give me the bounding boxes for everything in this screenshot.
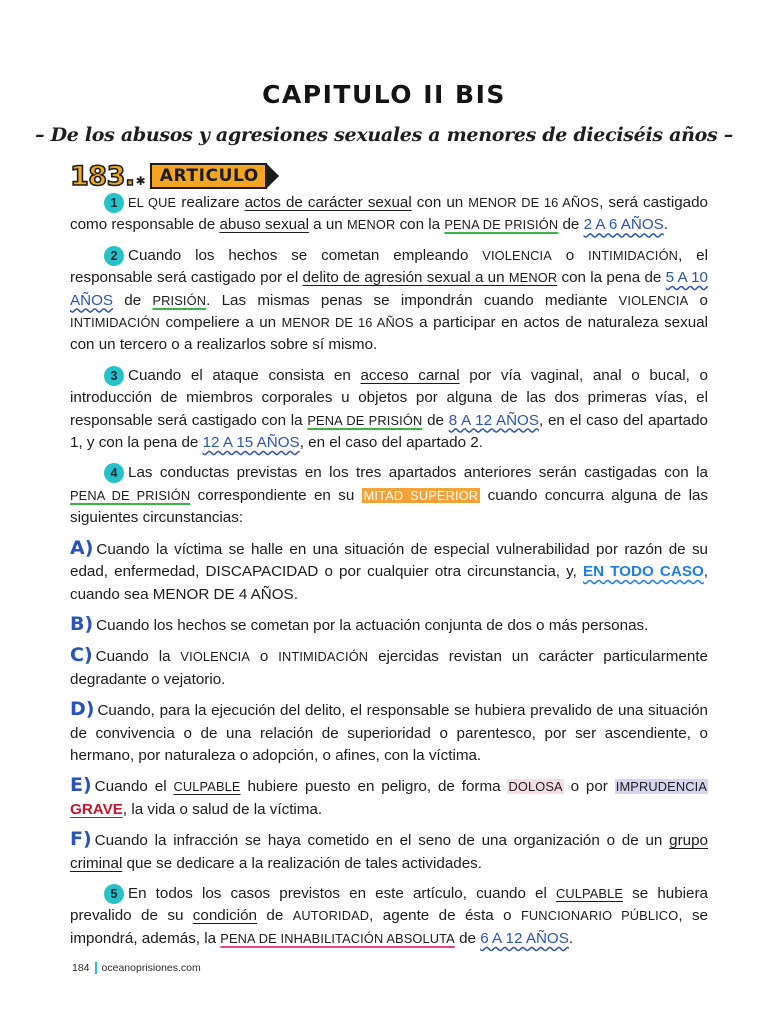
circumstance-d: D) Cuando, para la ejecución del delito, el responsable se hubiera prevalido de una situación de convivencia o de una relación de superioridad o parentesco, por ser ascendiente, o hermano, por naturaleza o adopción, o afines, con la víctima. <box>70 698 708 764</box>
paragraph-1: 1 EL QUE realizare actos de carácter sexual con un MENOR DE 16 AÑOS, será castigado como responsable de abuso sexual a un MENOR con la PENA DE PRISIÓN de 2 A 6 AÑOS. <box>70 194 708 234</box>
chapter-title-wrap <box>0 76 768 112</box>
letter-e: E) <box>70 774 92 797</box>
footer-divider <box>95 962 97 974</box>
letter-c: C) <box>70 644 93 667</box>
letter-d: D) <box>70 698 95 721</box>
article-body <box>70 192 708 950</box>
paragraph-5: 5 En todos los casos previstos en este artículo, cuando el CULPABLE se hubiera prevalido de su condición de AUTORIDAD, agente de ésta o FUNCIONARIO PÚBLICO, se impondrá, además, la PENA DE INHABILITACIÓN ABSOLUTA de 6 A 12 AÑOS. <box>70 884 708 947</box>
letter-f: F) <box>70 828 92 851</box>
chapter-title: CAPITULO II BIS <box>244 76 524 112</box>
number-circle-icon: 5 <box>104 884 124 904</box>
paragraph-4: 4 Las conductas previstas en los tres apartados anteriores serán castigadas con la PENA DE PRISIÓN correspondiente en su MITAD SUPERIOR cuando concurra alguna de las siguientes circunstancias: <box>70 464 708 527</box>
circumstance-e: E) Cuando el CULPABLE hubiere puesto en peligro, de forma DOLOSA o por IMPRUDENCIA GRAVE, la vida o salud de la víctima. <box>70 774 707 818</box>
number-circle-icon: 1 <box>104 193 124 213</box>
letter-b: B) <box>70 612 94 635</box>
page-number: 184 <box>72 962 90 974</box>
article-number: 183. <box>70 160 135 192</box>
circumstance-b: B) Cuando los hechos se cometan por la actuación conjunta de dos o más personas. <box>70 612 649 635</box>
circumstance-c: C) Cuando la VIOLENCIA o INTIMIDACIÓN ejercidas revistan un carácter particularmente degradante o vejatorio. <box>70 644 708 688</box>
number-circle-icon: 4 <box>104 463 124 483</box>
paragraph-2: 2 Cuando los hechos se cometan empleando VIOLENCIA o INTIMIDACIÓN, el responsable será castigado por el delito de agresión sexual a un MENOR con la pena de 5 A 10 AÑOS de PRISIÓN. Las mismas penas se impondrán cuando mediante VIOLENCIA o INTIMIDACIÓN compeliere a un MENOR DE 16 AÑOS a participar en actos de naturaleza sexual con un tercero o a realizarlos sobre sí mismo. <box>70 246 708 354</box>
arrow-right-icon <box>266 163 279 189</box>
chapter-subtitle: – De los abusos y agresiones sexuales a menores de dieciséis años – <box>35 124 733 146</box>
article-label: ARTICULO <box>150 163 267 189</box>
star-icon: ✱ <box>135 174 146 188</box>
number-circle-icon: 3 <box>104 366 124 386</box>
paragraph-3: 3 Cuando el ataque consista en acceso carnal por vía vaginal, anal o bucal, o introducción de miembros corporales u objetos por alguna de las dos primeras vías, el responsable será castigado con la PENA DE PRISIÓN de 8 A 12 AÑOS, en el caso del apartado 1, y con la pena de 12 A 15 AÑOS, en el caso del apartado 2. <box>70 366 708 452</box>
circumstance-a: A) Cuando la víctima se halle en una situación de especial vulnerabilidad por razón de su edad, enfermedad, DISCAPACIDAD o por cualquier otra circunstancia, y, EN TODO CASO, cuando sea MENOR DE 4 AÑOS. <box>70 536 709 603</box>
circumstance-f: F) Cuando la infracción se haya cometido en el seno de una organización o de un grupo criminal que se dedicare a la realización de tales actividades. <box>70 828 708 872</box>
number-circle-icon: 2 <box>104 246 124 266</box>
page-footer <box>72 962 201 974</box>
article-heading <box>70 160 279 192</box>
footer-site: oceanoprisiones.com <box>101 962 201 974</box>
letter-a: A) <box>70 536 94 559</box>
